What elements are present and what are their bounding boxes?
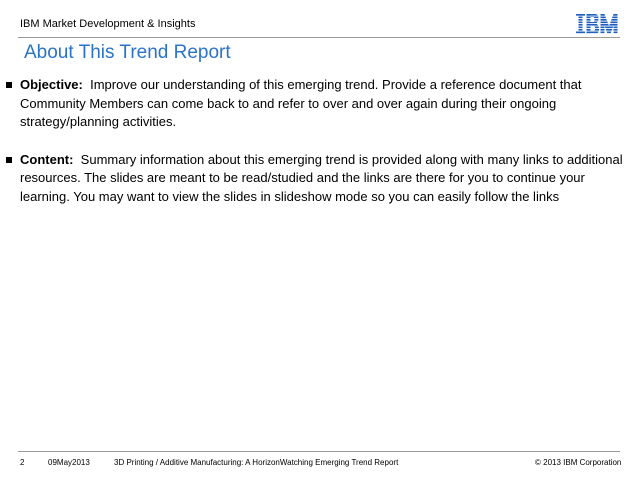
bullet-label: Content: [20, 151, 74, 167]
footer-copyright: © 2013 IBM Corporation [535, 458, 622, 467]
bullet-label: Objective: [20, 77, 83, 92]
bullet-content [6, 151, 626, 207]
bullet-objective [6, 76, 626, 132]
page-number: 2 [20, 458, 25, 467]
slide-title: About This Trend Report [24, 42, 231, 63]
footer-divider [18, 451, 620, 452]
ibm-logo [576, 14, 618, 34]
footer-report-title: 3D Printing / Additive Manufacturing: A HorizonWatching Emerging Trend Report [114, 458, 399, 467]
square-bullet-icon [6, 82, 12, 88]
header-divider [18, 37, 620, 38]
square-bullet-icon [6, 157, 12, 163]
footer-date: 09May2013 [48, 458, 90, 467]
bullet-text: Summary information about this emerging trend is provided along with many links to additional resources. The slides are meant to be read/studied and the links are there for you to continue your learning. You may want to view the slides in slideshow mode so you can easily follow the links [20, 151, 623, 204]
bullet-text: Improve our understanding of this emerging trend. Provide a reference document that Community Members can come back to and refer to over and over again during their ongoing strategy/planning activities. [20, 77, 582, 129]
department-label: IBM Market Development & Insights [20, 18, 196, 30]
bullet-list [6, 76, 626, 225]
